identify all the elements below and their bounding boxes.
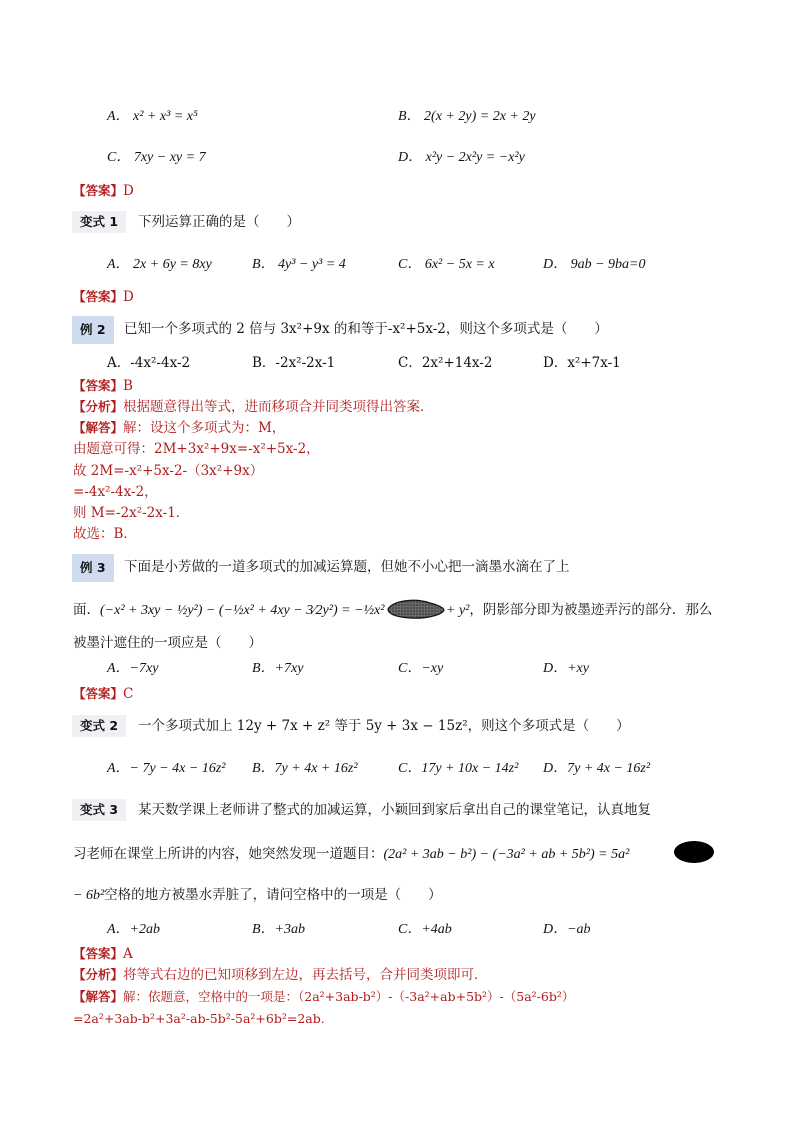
answer-value: D	[123, 289, 134, 305]
answer-value: C	[123, 686, 134, 702]
answer-row	[73, 685, 133, 703]
option-b: B． 2(x + 2y) = 2x + 2y	[398, 109, 536, 124]
answer-value: A	[123, 946, 133, 962]
option-b: B．+3ab	[252, 922, 305, 937]
question-stem: 下列运算正确的是（ ）	[138, 214, 300, 230]
solution-line: 解：依题意，空格中的一项是：（2a²+3ab-b²）-（-3a²+ab+5b²）-（5a²-6b²）	[123, 989, 575, 1004]
analysis-label: 【分析】	[73, 967, 124, 982]
question-stem-tail	[446, 601, 712, 620]
analysis-label: 【分析】	[73, 399, 124, 414]
option-a: A． 2x + 6y = 8xy	[107, 257, 212, 272]
stem-suffix: ，阴影部分即为被墨迹弄污的部分．那么	[469, 602, 713, 618]
option-d: D．+xy	[543, 661, 589, 676]
solution-line: 故 2M=-x²+5x-2-（3x²+9x）	[73, 463, 264, 479]
solution-line: 故选：B．	[73, 526, 137, 542]
ink-blot	[673, 840, 715, 864]
answer-row	[73, 377, 133, 395]
answer-label: 【答案】	[73, 289, 124, 304]
solution-row	[73, 419, 285, 437]
option-c: C．17y + 10x − 14z²	[398, 761, 519, 776]
answer-value: B	[123, 378, 133, 394]
option-c: C．+4ab	[398, 922, 452, 937]
option-d: D．−ab	[543, 922, 591, 937]
solution-line: 则 M=-2x²-2x-1．	[73, 505, 190, 521]
formula: (−x² + 3xy − ½y²) − (−½x² + 4xy − 3⁄2y²) = −½x²	[100, 603, 385, 618]
answer-label: 【答案】	[73, 686, 124, 701]
answer-label: 【答案】	[73, 946, 124, 961]
variant-tag: 变式 2	[72, 715, 126, 737]
stem-prefix: 习老师在课堂上所讲的内容，她突然发现一道题目：	[73, 846, 384, 862]
option-c: C．2x²+14x-2	[398, 355, 493, 371]
solution-line: 解：设这个多项式为：M，	[123, 420, 286, 436]
option-b: B．+7xy	[252, 661, 304, 676]
option-d: D．x²+7x-1	[543, 355, 621, 371]
option-c: C． 7xy − xy = 7	[107, 150, 206, 165]
question-stem	[73, 886, 442, 905]
option-b: B． 4y³ − y³ = 4	[252, 257, 346, 272]
solution-line: =2a²+3ab-b²+3a²-ab-5b²-5a²+6b²=2ab.	[73, 1011, 325, 1026]
option-a: A． x² + x³ = x⁵	[107, 109, 198, 124]
answer-row	[73, 945, 133, 963]
option-d: D． 9ab − 9ba=0	[543, 257, 646, 272]
question-stem: 一个多项式加上 12y + 7x + z² 等于 5y + 3x − 15z²，则这个多项式是（ ）	[138, 718, 630, 734]
question-stem: 下面是小芳做的一道多项式的加减运算题，但她不小心把一滴墨水滴在了上	[124, 559, 570, 575]
question-stem-formula-line	[73, 601, 384, 620]
formula: (2a² + 3ab − b²) − (−3a² + ab + 5b²) = 5a²	[383, 847, 630, 862]
example-tag: 例 3	[72, 554, 114, 582]
option-a: A．−7xy	[107, 661, 159, 676]
option-b: B．-2x²-2x-1	[252, 355, 336, 371]
question-stem: 某天数学课上老师讲了整式的加减运算，小颖回到家后拿出自己的课堂笔记，认真地复	[138, 802, 651, 818]
analysis-text: 根据题意得出等式，进而移项合并同类项得出答案．	[123, 399, 434, 415]
solution-label: 【解答】	[73, 989, 124, 1004]
solution-line: 由题意可得：2M+3x²+9x=-x²+5x-2，	[73, 441, 320, 457]
option-a: A．− 7y − 4x − 16z²	[107, 761, 226, 776]
ink-blot-hatched	[386, 598, 446, 620]
answer-label: 【答案】	[73, 183, 124, 198]
variant-tag: 变式 3	[72, 799, 126, 821]
question-stem: 被墨汁遮住的一项应是（ ）	[73, 635, 262, 651]
answer-row	[73, 182, 134, 200]
question-stem-formula-line	[73, 845, 629, 864]
example-tag: 例 2	[72, 316, 114, 344]
answer-label: 【答案】	[73, 378, 124, 393]
stem-prefix: 面．	[73, 602, 100, 618]
option-b: B．7y + 4x + 16z²	[252, 761, 358, 776]
solution-label: 【解答】	[73, 420, 124, 435]
analysis-row	[73, 966, 488, 984]
option-c: C． 6x² − 5x = x	[398, 257, 495, 272]
option-a: A．+2ab	[107, 922, 160, 937]
option-d: D． x²y − 2x²y = −x²y	[398, 150, 525, 165]
formula-tail: + y²	[446, 603, 470, 618]
question-stem: 已知一个多项式的 2 倍与 3x²+9x 的和等于-x²+5x-2，则这个多项式是（ ）	[124, 321, 608, 337]
solution-line: =-4x²-4x-2，	[73, 484, 158, 500]
answer-row	[73, 288, 134, 306]
analysis-text: 将等式右边的已知项移到左边，再去括号，合并同类项即可．	[123, 967, 488, 983]
variant-tag: 变式 1	[72, 211, 126, 233]
option-d: D．7y + 4x − 16z²	[543, 761, 651, 776]
stem-text: 空格的地方被墨水弄脏了，请问空格中的一项是（ ）	[104, 887, 442, 903]
option-a: A．-4x²-4x-2	[107, 355, 191, 371]
formula: − 6b²	[73, 888, 105, 903]
option-c: C．−xy	[398, 661, 444, 676]
analysis-row	[73, 398, 434, 416]
answer-value: D	[123, 183, 134, 199]
solution-row	[73, 988, 574, 1006]
